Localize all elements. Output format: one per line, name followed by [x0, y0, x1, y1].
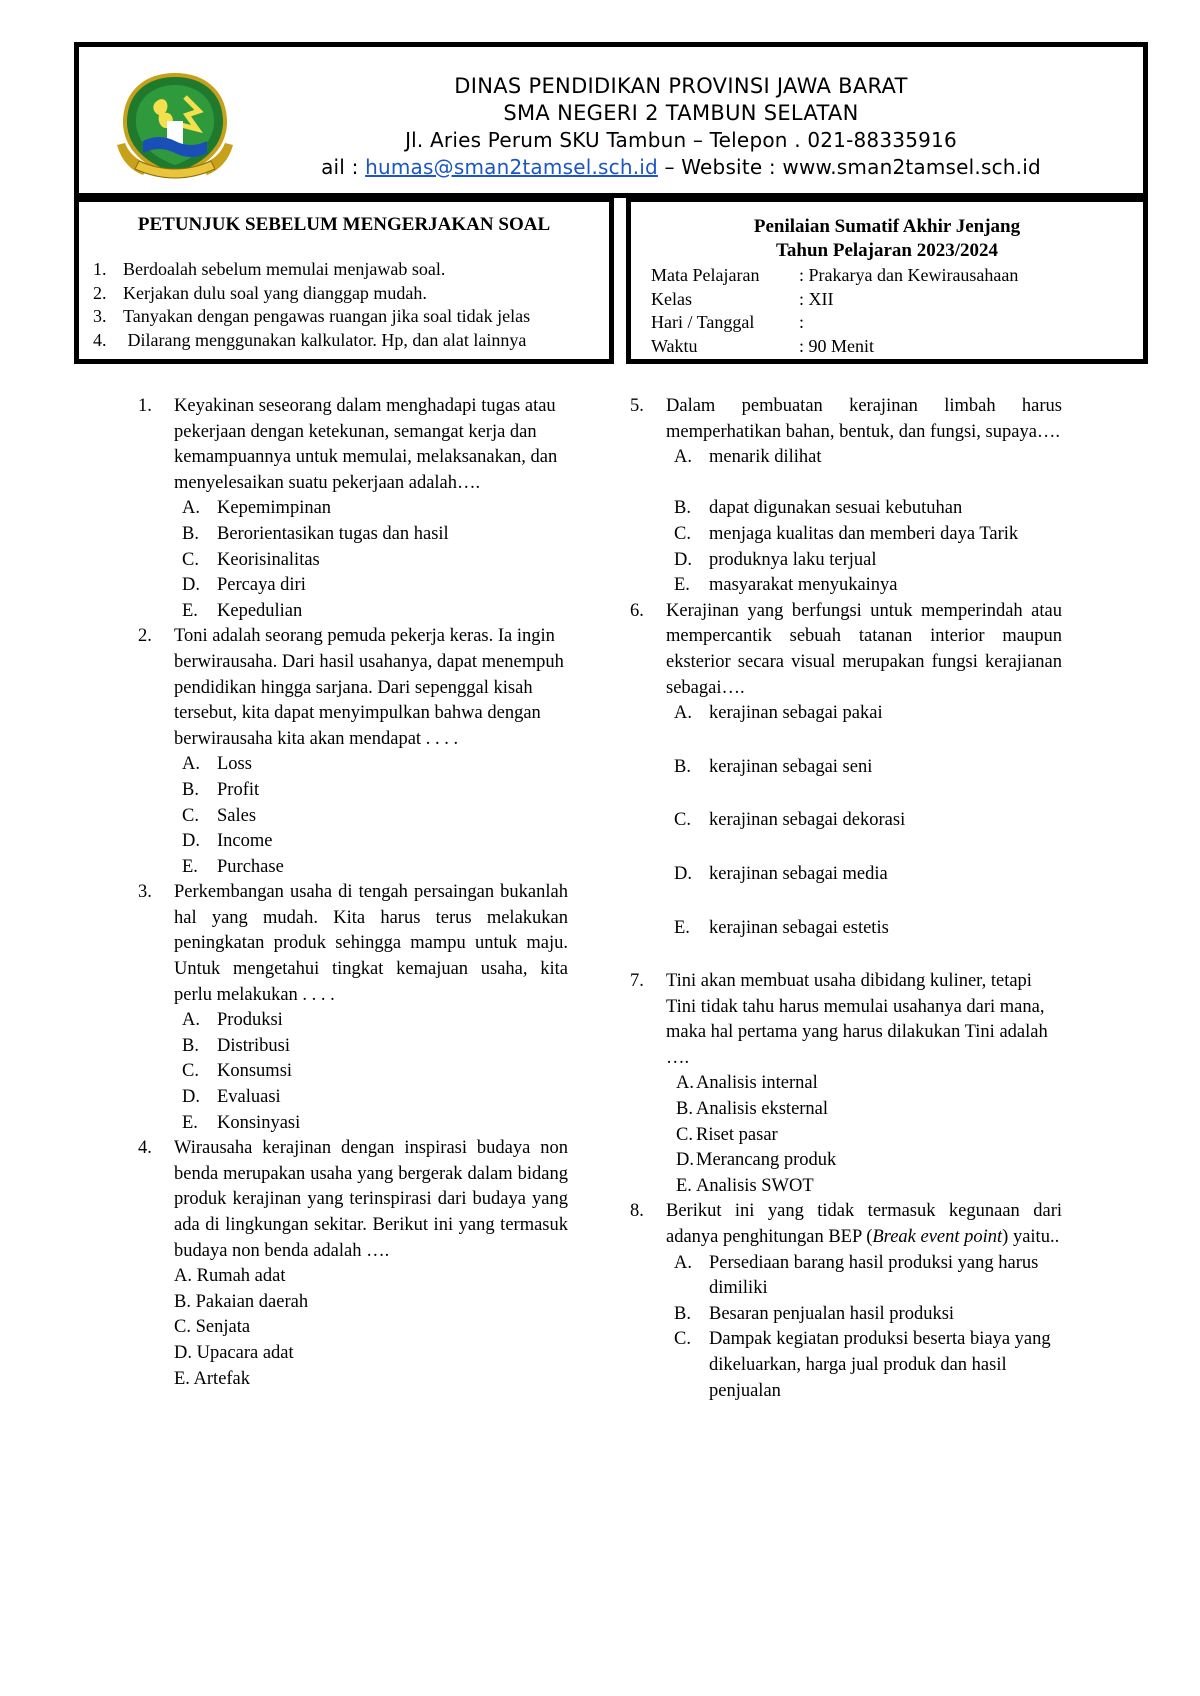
option-item[interactable]	[174, 829, 568, 855]
header-address: Jl. Aries Perum SKU Tambun – Telepon . 021-88335916	[405, 128, 957, 152]
option-letter: E.	[182, 856, 198, 877]
option-text: kerajinan sebagai estetis	[709, 917, 889, 938]
option-text: masyarakat menyukainya	[709, 575, 898, 596]
option-text: kerajinan sebagai media	[709, 863, 888, 884]
email-label: ail :	[321, 155, 366, 179]
option-text: Keorisinalitas	[217, 549, 320, 570]
instructions-list	[93, 258, 530, 352]
option-item[interactable]	[666, 1327, 1062, 1404]
info-label: Kelas	[651, 288, 692, 309]
option-text: Evaluasi	[217, 1087, 281, 1108]
option-item[interactable]	[666, 916, 1062, 942]
instruction-item	[93, 329, 530, 353]
question-text: Dalam pembuatan kerajinan limbah harus memperhatikan bahan, bentuk, dan fungsi, supaya….	[666, 396, 1062, 442]
question-text: Tini akan membuat usaha dibidang kuliner, tetapi Tini tidak tahu harus memulai usahanya dari mana, maka hal pertama yang harus dilakukan Tini adalah ….	[666, 971, 1048, 1068]
question-number: 6.	[630, 600, 644, 621]
option-item[interactable]	[666, 1251, 1062, 1302]
option-item[interactable]	[666, 862, 1062, 888]
option-item[interactable]	[666, 496, 1062, 522]
instruction-text: Kerjakan dulu soal yang dianggap mudah.	[123, 282, 427, 303]
option-text: Analisis eksternal	[696, 1099, 829, 1120]
info-label: Mata Pelajaran	[651, 265, 760, 285]
option-text: Konsumsi	[217, 1061, 293, 1082]
option-item[interactable]	[666, 445, 1062, 471]
option-text: Analisis SWOT	[696, 1175, 814, 1196]
exam-info-box	[626, 197, 1148, 364]
exam-title: Penilaian Sumatif Akhir Jenjang	[753, 216, 1021, 237]
question-number: 2.	[138, 626, 152, 647]
option-item[interactable]	[174, 522, 568, 548]
option-text: Produksi	[217, 1010, 283, 1031]
option-letter: A.	[182, 498, 200, 519]
option-item[interactable]	[666, 755, 1062, 781]
option-text: Kepemimpinan	[217, 498, 332, 519]
info-label: Hari / Tanggal	[651, 312, 755, 332]
option-letter: C.	[676, 1124, 693, 1145]
west-java-emblem-logo	[113, 71, 237, 183]
instruction-item	[93, 258, 530, 282]
blank-line	[666, 471, 1062, 497]
exam-info-table	[651, 264, 1018, 358]
option-item[interactable]	[174, 599, 568, 625]
option-text: Analisis internal	[696, 1073, 818, 1094]
questions-column-right	[630, 394, 1062, 1404]
option-letter: C.	[182, 549, 199, 570]
option-letter: C.	[674, 1329, 691, 1350]
question-number: 5.	[630, 396, 644, 416]
option-list	[174, 752, 568, 880]
option-item[interactable]	[174, 752, 568, 778]
option-item[interactable]	[174, 1085, 568, 1111]
option-letter: B.	[182, 523, 199, 544]
header-agency: DINAS PENDIDIKAN PROVINSI JAWA BARAT	[454, 74, 908, 98]
option-letter: C.	[182, 1061, 199, 1082]
question-text-italic: Break event point	[872, 1227, 1003, 1248]
option-list	[174, 496, 568, 624]
option-text: Distribusi	[217, 1035, 290, 1056]
info-value: : Prakarya dan Kewirausahaan	[799, 265, 1019, 285]
question-2	[138, 624, 568, 880]
question-7	[630, 969, 1062, 1199]
question-8	[630, 1199, 1062, 1404]
option-letter: B.	[676, 1099, 693, 1120]
option-item[interactable]	[174, 804, 568, 830]
option-text: Loss	[217, 754, 252, 775]
instruction-number: 2.	[93, 282, 107, 303]
question-text: Perkembangan usaha di tengah persaingan bukanlah hal yang mudah. Kita harus terus melakukan peningkatan produk sehingga mampu untuk maju. Untuk mengetahui tingkat kemajuan usaha, kita perlu melakukan . . . .	[174, 882, 568, 1005]
option-item[interactable]	[666, 1097, 1062, 1123]
option-letter: A.	[674, 1252, 692, 1273]
option-letter: A.	[674, 447, 692, 468]
option-list	[666, 1251, 1062, 1405]
question-1	[138, 394, 568, 624]
option-letter: D.	[676, 1150, 694, 1171]
option-letter: E.	[182, 600, 198, 621]
option-item[interactable]	[666, 1174, 1062, 1200]
option-text: Percaya diri	[217, 575, 306, 596]
header-contact	[229, 154, 1133, 181]
info-value: : 90 Menit	[799, 335, 874, 356]
option-text: Berorientasikan tugas dan hasil	[217, 523, 449, 544]
option-text: produknya laku terjual	[709, 549, 877, 570]
instruction-item	[93, 305, 530, 329]
instruction-text: Dilarang menggunakan kalkulator. Hp, dan alat lainnya	[123, 329, 527, 350]
question-number: 8.	[630, 1201, 644, 1222]
instruction-text: Tanyakan dengan pengawas ruangan jika soal tidak jelas	[123, 306, 531, 326]
option-text: menarik dilihat	[709, 447, 822, 468]
option-letter: D.	[182, 1087, 200, 1108]
option-letter: B.	[674, 1303, 691, 1324]
option-text: kerajinan sebagai dekorasi	[709, 810, 906, 831]
option-letter: B.	[182, 1035, 199, 1056]
option-item[interactable]	[666, 1302, 1062, 1328]
option-text: Dampak kegiatan produksi beserta biaya yang dikeluarkan, harga jual produk dan hasil penjualan	[709, 1329, 1051, 1401]
option-item[interactable]	[666, 1071, 1062, 1097]
option-item[interactable]	[666, 808, 1062, 834]
option-letter: A.	[674, 703, 692, 724]
email-link[interactable]: humas@sman2tamsel.sch.id	[365, 155, 658, 179]
option-item[interactable]	[666, 1123, 1062, 1149]
question-text: Wirausaha kerajinan dengan inspirasi budaya non benda merupakan usaha yang bergerak dalam bidang produk kerajinan yang terinspirasi dari budaya yang ada di lingkungan sekitar. Berikut ini yang termasuk budaya non benda adalah ….	[174, 1138, 568, 1261]
info-label: Waktu	[651, 335, 698, 356]
option-item[interactable]: A. Rumah adat	[174, 1266, 286, 1287]
option-list	[666, 1071, 1062, 1199]
header-school-name: SMA NEGERI 2 TAMBUN SELATAN	[503, 101, 859, 125]
info-row-date	[651, 311, 1018, 335]
option-text: Persediaan barang hasil produksi yang harus dimiliki	[709, 1252, 1039, 1299]
option-text: Sales	[217, 805, 257, 826]
option-item[interactable]	[174, 778, 568, 804]
info-value: :	[799, 312, 805, 332]
instruction-number: 3.	[93, 306, 107, 326]
option-text: kerajinan sebagai seni	[709, 756, 873, 777]
option-item[interactable]: C. Senjata	[174, 1317, 251, 1338]
info-value: : XII	[799, 288, 834, 309]
question-number: 7.	[630, 971, 644, 992]
option-text: Riset pasar	[696, 1124, 778, 1145]
option-item[interactable]	[666, 548, 1062, 574]
option-letter: C.	[674, 810, 691, 831]
option-letter: C.	[182, 805, 199, 826]
option-letter: D.	[674, 863, 692, 884]
option-item[interactable]	[174, 1059, 568, 1085]
option-item[interactable]: B. Pakaian daerah	[174, 1291, 309, 1312]
option-item[interactable]	[666, 522, 1062, 548]
option-item[interactable]: E. Artefak	[174, 1368, 251, 1389]
instruction-item	[93, 282, 530, 306]
option-text: Income	[217, 831, 273, 852]
option-letter: E.	[676, 1175, 692, 1196]
exam-year: Tahun Pelajaran 2023/2024	[775, 240, 999, 261]
school-header	[74, 42, 1148, 198]
option-item[interactable]	[666, 573, 1062, 599]
question-text: Kerajinan yang berfungsi untuk memperindah atau mempercantik sebuah tatanan interior maupun eksterior secara visual merupakan fungsi kerajianan sebagai….	[666, 600, 1062, 698]
option-item[interactable]	[174, 496, 568, 522]
option-letter: C.	[674, 523, 691, 544]
question-text: Keyakinan seseorang dalam menghadapi tugas atau pekerjaan dengan ketekunan, semangat kerja dan kemampuannya untuk memulai, melaksanakan, dan menyelesaikan suatu pekerjaan adalah….	[174, 396, 558, 493]
option-letter: D.	[182, 831, 200, 852]
option-text: Purchase	[217, 856, 284, 877]
option-letter: E.	[674, 917, 690, 938]
question-4	[138, 1136, 568, 1392]
option-letter: D.	[674, 549, 692, 570]
instructions-title: PETUNJUK SEBELUM MENGERJAKAN SOAL	[137, 214, 551, 235]
question-6	[630, 599, 1062, 969]
option-letter: B.	[674, 498, 691, 519]
blank-line	[666, 941, 1062, 969]
instruction-number: 4.	[93, 329, 107, 350]
option-letter: E.	[674, 575, 690, 596]
option-item[interactable]	[666, 701, 1062, 727]
option-letter: A.	[182, 754, 200, 775]
question-number: 3.	[138, 882, 152, 903]
info-row-subject	[651, 264, 1018, 288]
question-number: 4.	[138, 1138, 152, 1159]
option-text: Besaran penjualan hasil produksi	[709, 1303, 955, 1324]
option-item[interactable]	[174, 1008, 568, 1034]
info-row-class	[651, 288, 1018, 312]
questions-column-left	[138, 394, 568, 1392]
option-item[interactable]: D. Upacara adat	[174, 1342, 294, 1363]
question-5	[630, 394, 1062, 599]
option-letter: D.	[182, 575, 200, 596]
option-text: dapat digunakan sesuai kebutuhan	[709, 498, 963, 519]
question-text	[666, 1199, 1062, 1250]
option-letter: E.	[182, 1112, 198, 1133]
option-list	[174, 1264, 568, 1392]
option-text: Merancang produk	[696, 1150, 837, 1171]
option-item[interactable]	[174, 573, 568, 599]
option-list	[174, 1008, 568, 1136]
question-text-part: Berikut ini yang tidak termasuk kegunaan dari adanya penghitungan BEP (	[666, 1201, 1062, 1248]
option-text: Kepedulian	[217, 600, 303, 621]
option-item[interactable]	[174, 548, 568, 574]
option-letter: A.	[182, 1010, 200, 1031]
option-item[interactable]	[174, 1034, 568, 1060]
option-text: Profit	[217, 779, 260, 800]
instruction-text: Berdoalah sebelum memulai menjawab soal.	[123, 259, 446, 279]
info-row-time	[651, 335, 1018, 359]
option-letter: B.	[182, 779, 199, 800]
option-item[interactable]	[174, 1111, 568, 1137]
instruction-number: 1.	[93, 259, 107, 279]
question-text: Toni adalah seorang pemuda pekerja keras. Ia ingin berwirausaha. Dari hasil usahanya, dapat menempuh pendidikan hingga sarjana. Dari sepenggal kisah tersebut, kita dapat menyimpulkan bahwa dengan berwirausaha kita akan mendapat . . . .	[174, 626, 564, 749]
option-text: kerajinan sebagai pakai	[709, 703, 883, 724]
question-3	[138, 880, 568, 1136]
option-text: Konsinyasi	[217, 1112, 301, 1133]
option-list	[666, 445, 1062, 599]
option-list	[666, 701, 1062, 941]
question-text-part: ) yaitu..	[1002, 1227, 1060, 1248]
question-number: 1.	[138, 396, 152, 416]
option-text: menjaga kualitas dan memberi daya Tarik	[709, 523, 1019, 544]
option-item[interactable]	[174, 855, 568, 881]
option-letter: B.	[674, 756, 691, 777]
option-item[interactable]	[666, 1148, 1062, 1174]
option-letter: A.	[676, 1073, 694, 1094]
website-text: – Website : www.sman2tamsel.sch.id	[657, 155, 1041, 179]
instructions-box	[74, 197, 614, 364]
